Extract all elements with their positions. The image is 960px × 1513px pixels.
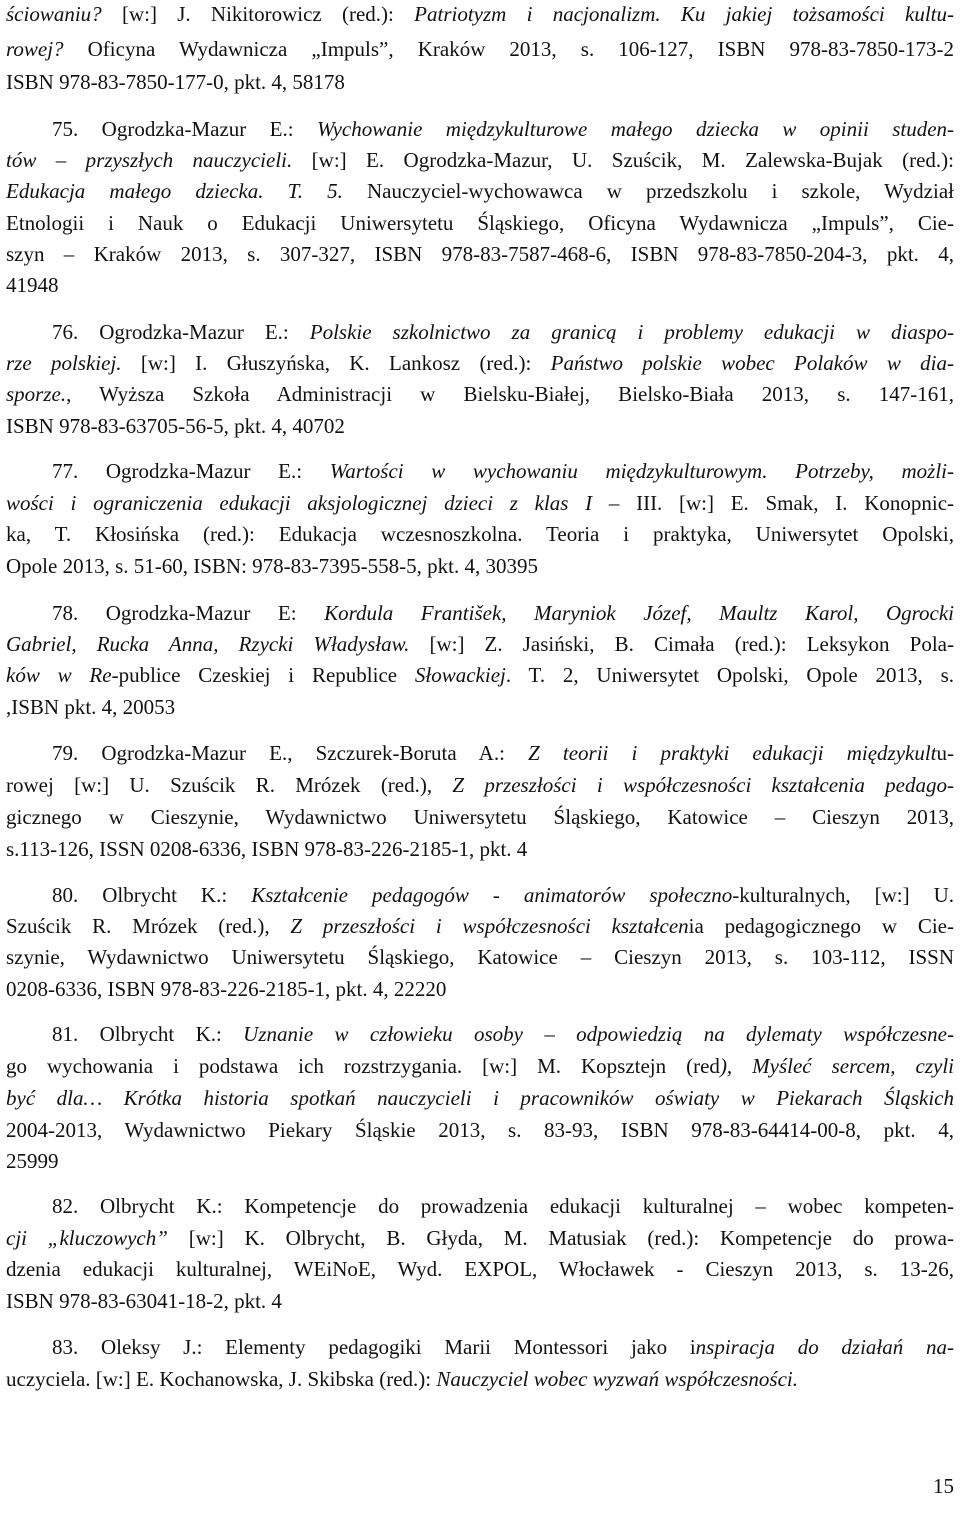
text-segment: 81. Olbrycht K.:	[52, 1022, 244, 1046]
text-segment: [w:] I. Głuszyńska, K. Lankosz (red.):	[140, 351, 551, 375]
entry-line	[6, 178, 954, 204]
text-segment: 0208-6336, ISBN 978-83-226-2185-1, pkt. 4, 22220	[6, 977, 447, 1001]
italic-segment: Gabriel, Rucka Anna, Rzycki Władysław.	[6, 632, 430, 656]
entry-first-line	[52, 1334, 954, 1360]
italic-segment: Patriotyzm i nacjonalizm. Ku jakiej tożsamości kultu-	[414, 2, 955, 26]
entry-line	[6, 381, 954, 407]
text-segment: kulturalnych, [w:] U.	[739, 883, 955, 907]
text-segment: s.113-126, ISSN 0208-6336, ISBN 978-83-226-2185-1, pkt. 4	[6, 837, 528, 861]
italic-segment: być dla… Krótka historia spotkań nauczycieli i pracowników oświaty w Piekarach Śląskich	[6, 1086, 954, 1110]
text-segment: Szuścik R. Mrózek (red.),	[6, 914, 291, 938]
text-segment: Nauczyciel-wychowawca w przedszkolu i szkole, Wydział	[366, 179, 954, 203]
text-segment: III. [w:] E. Smak, I. Konopnic-	[636, 491, 955, 515]
italic-segment: Edukacja małego dziecka. T. 5.	[6, 179, 367, 203]
entry-line	[6, 1, 954, 27]
entry-first-line	[52, 882, 954, 908]
entry-first-line	[52, 319, 954, 345]
text-segment: u-	[936, 741, 954, 765]
text-segment: -	[947, 1022, 954, 1046]
entry-line	[6, 944, 954, 970]
text-segment: 76. Ogrodzka-Mazur E.:	[52, 320, 310, 344]
entry-line	[6, 772, 954, 798]
entry-line	[6, 272, 954, 298]
entry-first-line	[52, 116, 954, 142]
italic-segment: Uznanie w człowieku osoby – odpowiedzią na dylematy współczesne	[243, 1022, 947, 1046]
italic-segment: sporze.	[6, 382, 67, 406]
italic-segment: Wartości w wychowaniu międzykulturowym. Potrzeby, możli-	[329, 459, 955, 483]
text-segment: 79. Ogrodzka-Mazur E., Szczurek-Boruta A.:	[52, 741, 529, 765]
text-segment: ,ISBN pkt. 4, 20053	[6, 695, 176, 719]
italic-segment: ), Myśleć sercem, czyli	[719, 1054, 954, 1078]
italic-segment: tów – przyszłych nauczycieli.	[6, 148, 312, 172]
text-segment: ISBN 978-83-63041-18-2, pkt. 4	[6, 1289, 282, 1313]
italic-segment: nspiracja do działań na	[695, 1335, 947, 1359]
text-segment: 83. Oleksy J.: Elementy pedagogiki Marii Montessori jako i	[52, 1335, 696, 1359]
text-segment: [w:] E. Ogrodzka-Mazur, U. Szuścik, M. Zalewska-Bujak (red.):	[311, 148, 954, 172]
entry-line	[6, 976, 954, 1002]
text-segment: -publice Czeskiej i Republice	[111, 663, 415, 687]
text-segment: 41948	[6, 273, 59, 297]
text-segment: 82. Olbrycht K.: Kompetencje do prowadzenia edukacji kulturalnej – wobec kompeten-	[52, 1194, 954, 1218]
italic-segment: wości i ograniczenia edukacji aksjologicznej dzieci z klas I –	[6, 491, 637, 515]
entry-line	[6, 69, 954, 95]
entry-line	[6, 241, 954, 267]
text-segment: rowej [w:] U. Szuścik R. Mrózek (red.),	[6, 773, 453, 797]
italic-segment: Kordula František, Maryniok Józef, Maultz Karol, Ogrocki	[324, 601, 954, 625]
text-segment: -	[946, 1335, 954, 1359]
text-segment: dzenia edukacji kulturalnej, WEiNoE, Wyd. EXPOL, Włocławek - Cieszyn 2013, s. 13-26,	[6, 1257, 954, 1281]
italic-segment: ściowaniu?	[6, 2, 122, 26]
entry-line	[6, 1366, 954, 1392]
entry-first-line	[52, 458, 954, 484]
text-segment: 25999	[6, 1149, 59, 1173]
entry-line	[6, 490, 954, 516]
entry-line	[6, 1256, 954, 1282]
italic-segment: Kształcenie pedagogów - animatorów społeczno-	[251, 883, 740, 907]
text-segment: [w:] K. Olbrycht, B. Głyda, M. Matusiak (red.): Kompetencje do prowa-	[188, 1226, 954, 1250]
italic-segment: Polskie szkolnictwo za granicą i problemy edukacji w diaspo-	[309, 320, 954, 344]
italic-segment: ków w Re	[6, 663, 112, 687]
entry-first-line	[52, 600, 954, 626]
italic-segment: Słowackiej	[414, 663, 506, 687]
text-segment: [w:] Z. Jasiński, B. Cimała (red.): Leksykon Pola-	[429, 632, 954, 656]
text-segment: go wychowania i podstawa ich rozstrzygania. [w:] M. Kopsztejn (red	[6, 1054, 720, 1078]
text-segment: ISBN 978-83-7850-177-0, pkt. 4, 58178	[6, 70, 345, 94]
entry-line	[6, 413, 954, 439]
entry-line	[6, 210, 954, 236]
text-segment: szyn – Kraków 2013, s. 307-327, ISBN 978-83-7587-468-6, ISBN 978-83-7850-204-3, pkt. 4,	[6, 242, 954, 266]
text-segment: 80. Olbrycht K.:	[52, 883, 252, 907]
italic-segment: Wychowanie międzykulturowe małego dziecka w opinii studen-	[317, 117, 955, 141]
entry-line	[6, 36, 954, 62]
text-segment: ia pedagogicznego w Cie-	[688, 914, 954, 938]
italic-segment: rze polskiej.	[6, 351, 141, 375]
text-segment: Opole 2013, s. 51-60, ISBN: 978-83-7395-558-5, pkt. 4, 30395	[6, 554, 538, 578]
entry-line	[6, 1117, 954, 1143]
text-segment: ISBN 978-83-63705-56-5, pkt. 4, 40702	[6, 414, 345, 438]
entry-line	[6, 694, 954, 720]
entry-line	[6, 1148, 954, 1174]
entry-line	[6, 350, 954, 376]
page-number: 15	[933, 1474, 954, 1498]
entry-line	[6, 147, 954, 173]
text-segment: , Wyższa Szkoła Administracji w Bielsku-Białej, Bielsko-Biała 2013, s. 147-161,	[66, 382, 954, 406]
italic-segment: Nauczyciel wobec wyzwań współczesności.	[436, 1367, 798, 1391]
text-segment: 77. Ogrodzka-Mazur E.:	[52, 459, 330, 483]
entry-line	[6, 1085, 954, 1111]
entry-line	[6, 1053, 954, 1079]
text-segment: Etnologii i Nauk o Edukacji Uniwersytetu Śląskiego, Oficyna Wydawnicza „Impuls”, Cie-	[6, 211, 954, 235]
text-segment: -	[946, 773, 954, 797]
entry-line	[6, 553, 954, 579]
entry-line	[6, 631, 954, 657]
text-segment: [w:] J. Nikitorowicz (red.):	[121, 2, 415, 26]
entry-line	[6, 1288, 954, 1314]
text-segment: szynie, Wydawnictwo Uniwersytetu Śląskiego, Katowice – Cieszyn 2013, s. 103-112, ISSN	[6, 945, 954, 969]
entry-line	[6, 913, 954, 939]
entry-line	[6, 804, 954, 830]
entry-line	[6, 662, 954, 688]
italic-segment: Państwo polskie wobec Polaków w dia-	[550, 351, 954, 375]
italic-segment: Z teorii i praktyki edukacji międzykult	[528, 741, 937, 765]
text-segment: 2004-2013, Wydawnictwo Piekary Śląskie 2013, s. 83-93, ISBN 978-83-64414-00-8, pkt. 4,	[6, 1118, 954, 1142]
text-segment: gicznego w Cieszynie, Wydawnictwo Uniwersytetu Śląskiego, Katowice – Cieszyn 2013,	[6, 805, 954, 829]
text-segment: ka, T. Kłosińska (red.): Edukacja wczesnoszkolna. Teoria i praktyka, Uniwersytet Opolski,	[6, 522, 954, 546]
entry-line	[6, 1225, 954, 1251]
italic-segment: cji „kluczowych”	[6, 1226, 189, 1250]
entry-line	[6, 521, 954, 547]
text-segment: . T. 2, Uniwersytet Opolski, Opole 2013, s.	[505, 663, 955, 687]
entry-first-line	[52, 1193, 954, 1219]
entry-first-line	[52, 740, 954, 766]
entry-first-line	[52, 1021, 954, 1047]
text-segment: 75. Ogrodzka-Mazur E.:	[52, 117, 318, 141]
text-segment: Oficyna Wydawnicza „Impuls”, Kraków 2013, s. 106-127, ISBN 978-83-7850-173-2	[87, 37, 954, 61]
entry-line	[6, 836, 954, 862]
text-segment: 78. Ogrodzka-Mazur E:	[52, 601, 325, 625]
italic-segment: Z przeszłości i współczesności kształcen	[290, 914, 689, 938]
italic-segment: rowej?	[6, 37, 88, 61]
text-segment: uczyciela. [w:] E. Kochanowska, J. Skibska (red.):	[6, 1367, 437, 1391]
italic-segment: Z przeszłości i współczesności kształcenia pedago	[452, 773, 947, 797]
